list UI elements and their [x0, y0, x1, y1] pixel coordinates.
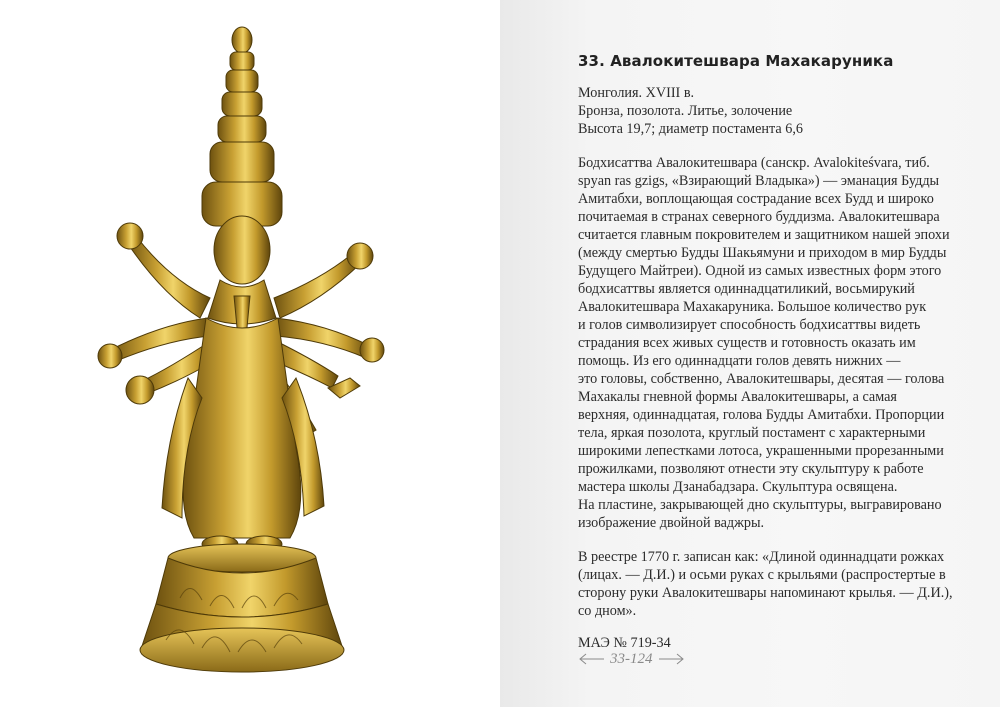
- description-line: почитаемая в странах северного буддизма. Авалокитешвара: [578, 209, 940, 225]
- registry-line: В реестре 1770 г. записан как: «Длиной одиннадцати рожках: [578, 549, 945, 565]
- description-line: прожилками, позволяют отнести эту скульптуру к работе: [578, 461, 924, 477]
- arrow-right-icon[interactable]: [659, 653, 685, 665]
- page-reference: 33-124: [610, 650, 653, 667]
- description-line: широкими лепестками лотоса, украшенными прорезанными: [578, 443, 944, 459]
- description-line: помощь. Из его одиннадцати голов девять нижних —: [578, 353, 901, 369]
- registry-line: сторону руки Авалокитешвары напоминают крылья. — Д.И.),: [578, 585, 953, 601]
- registry-line: (лицах. — Д.И.) и осьми руках с крыльями (распростертые в: [578, 567, 946, 583]
- description-line: spyan ras gzigs, «Взирающий Владыка») — эманация Будды: [578, 173, 940, 189]
- description-line: (между смертью Будды Шакьямуни и приходом в мир Будды: [578, 245, 947, 261]
- meta-material: Бронза, позолота. Литье, золочение: [578, 103, 793, 119]
- description-line: мастера школы Дзанабадзара. Скульптура освящена.: [578, 479, 898, 495]
- description-line: Авалокитешвара Махакаруника. Большое количество рук: [578, 299, 927, 315]
- catalog-entry: [578, 52, 978, 652]
- registry-line: со дном».: [578, 603, 637, 619]
- description-line: Будущего Майтреи). Одной из самых известных форм этого: [578, 263, 942, 279]
- arrow-left-icon[interactable]: [578, 653, 604, 665]
- description-line: Бодхисаттва Авалокитешвара (санскр. Avalokiteśvara, тиб.: [578, 155, 930, 171]
- avalokiteshvara-statue-image: [70, 18, 430, 688]
- entry-title: 33. Авалокитешвара Махакаруника: [578, 52, 894, 70]
- description-line: тела, яркая позолота, круглый постамент с характерными: [578, 425, 926, 441]
- pager: [578, 648, 685, 670]
- description-line: верхняя, одиннадцатая, голова Будды Амитабхи. Пропорции: [578, 407, 945, 423]
- entry-description: [578, 154, 978, 532]
- description-line: и голов символизирует способность бодхисаттвы видеть: [578, 317, 921, 333]
- description-line: бодхисаттвы является одиннадцатиликий, восьмирукий: [578, 281, 915, 297]
- registry-note: [578, 548, 978, 620]
- meta-dimensions: Высота 19,7; диаметр постамента 6,6: [578, 121, 803, 137]
- description-line: страдания всех живых существ и готовность оказать им: [578, 335, 916, 351]
- description-line: Махакалы гневной формы Авалокитешвары, а самая: [578, 389, 897, 405]
- description-line: считается главным покровителем и защитником нашей эпохи: [578, 227, 950, 243]
- inventory-number: МАЭ № 719-34: [578, 635, 671, 651]
- entry-meta: [578, 84, 978, 138]
- meta-origin: Монголия. XVIII в.: [578, 85, 695, 101]
- description-line: Амитабхи, воплощающая сострадание всех Будд и широко: [578, 191, 934, 207]
- description-line: это головы, собственно, Авалокитешвары, десятая — голова: [578, 371, 945, 387]
- description-line: На пластине, закрывающей дно скульптуры, выгравировано: [578, 497, 942, 513]
- description-line: изображение двойной ваджры.: [578, 515, 765, 531]
